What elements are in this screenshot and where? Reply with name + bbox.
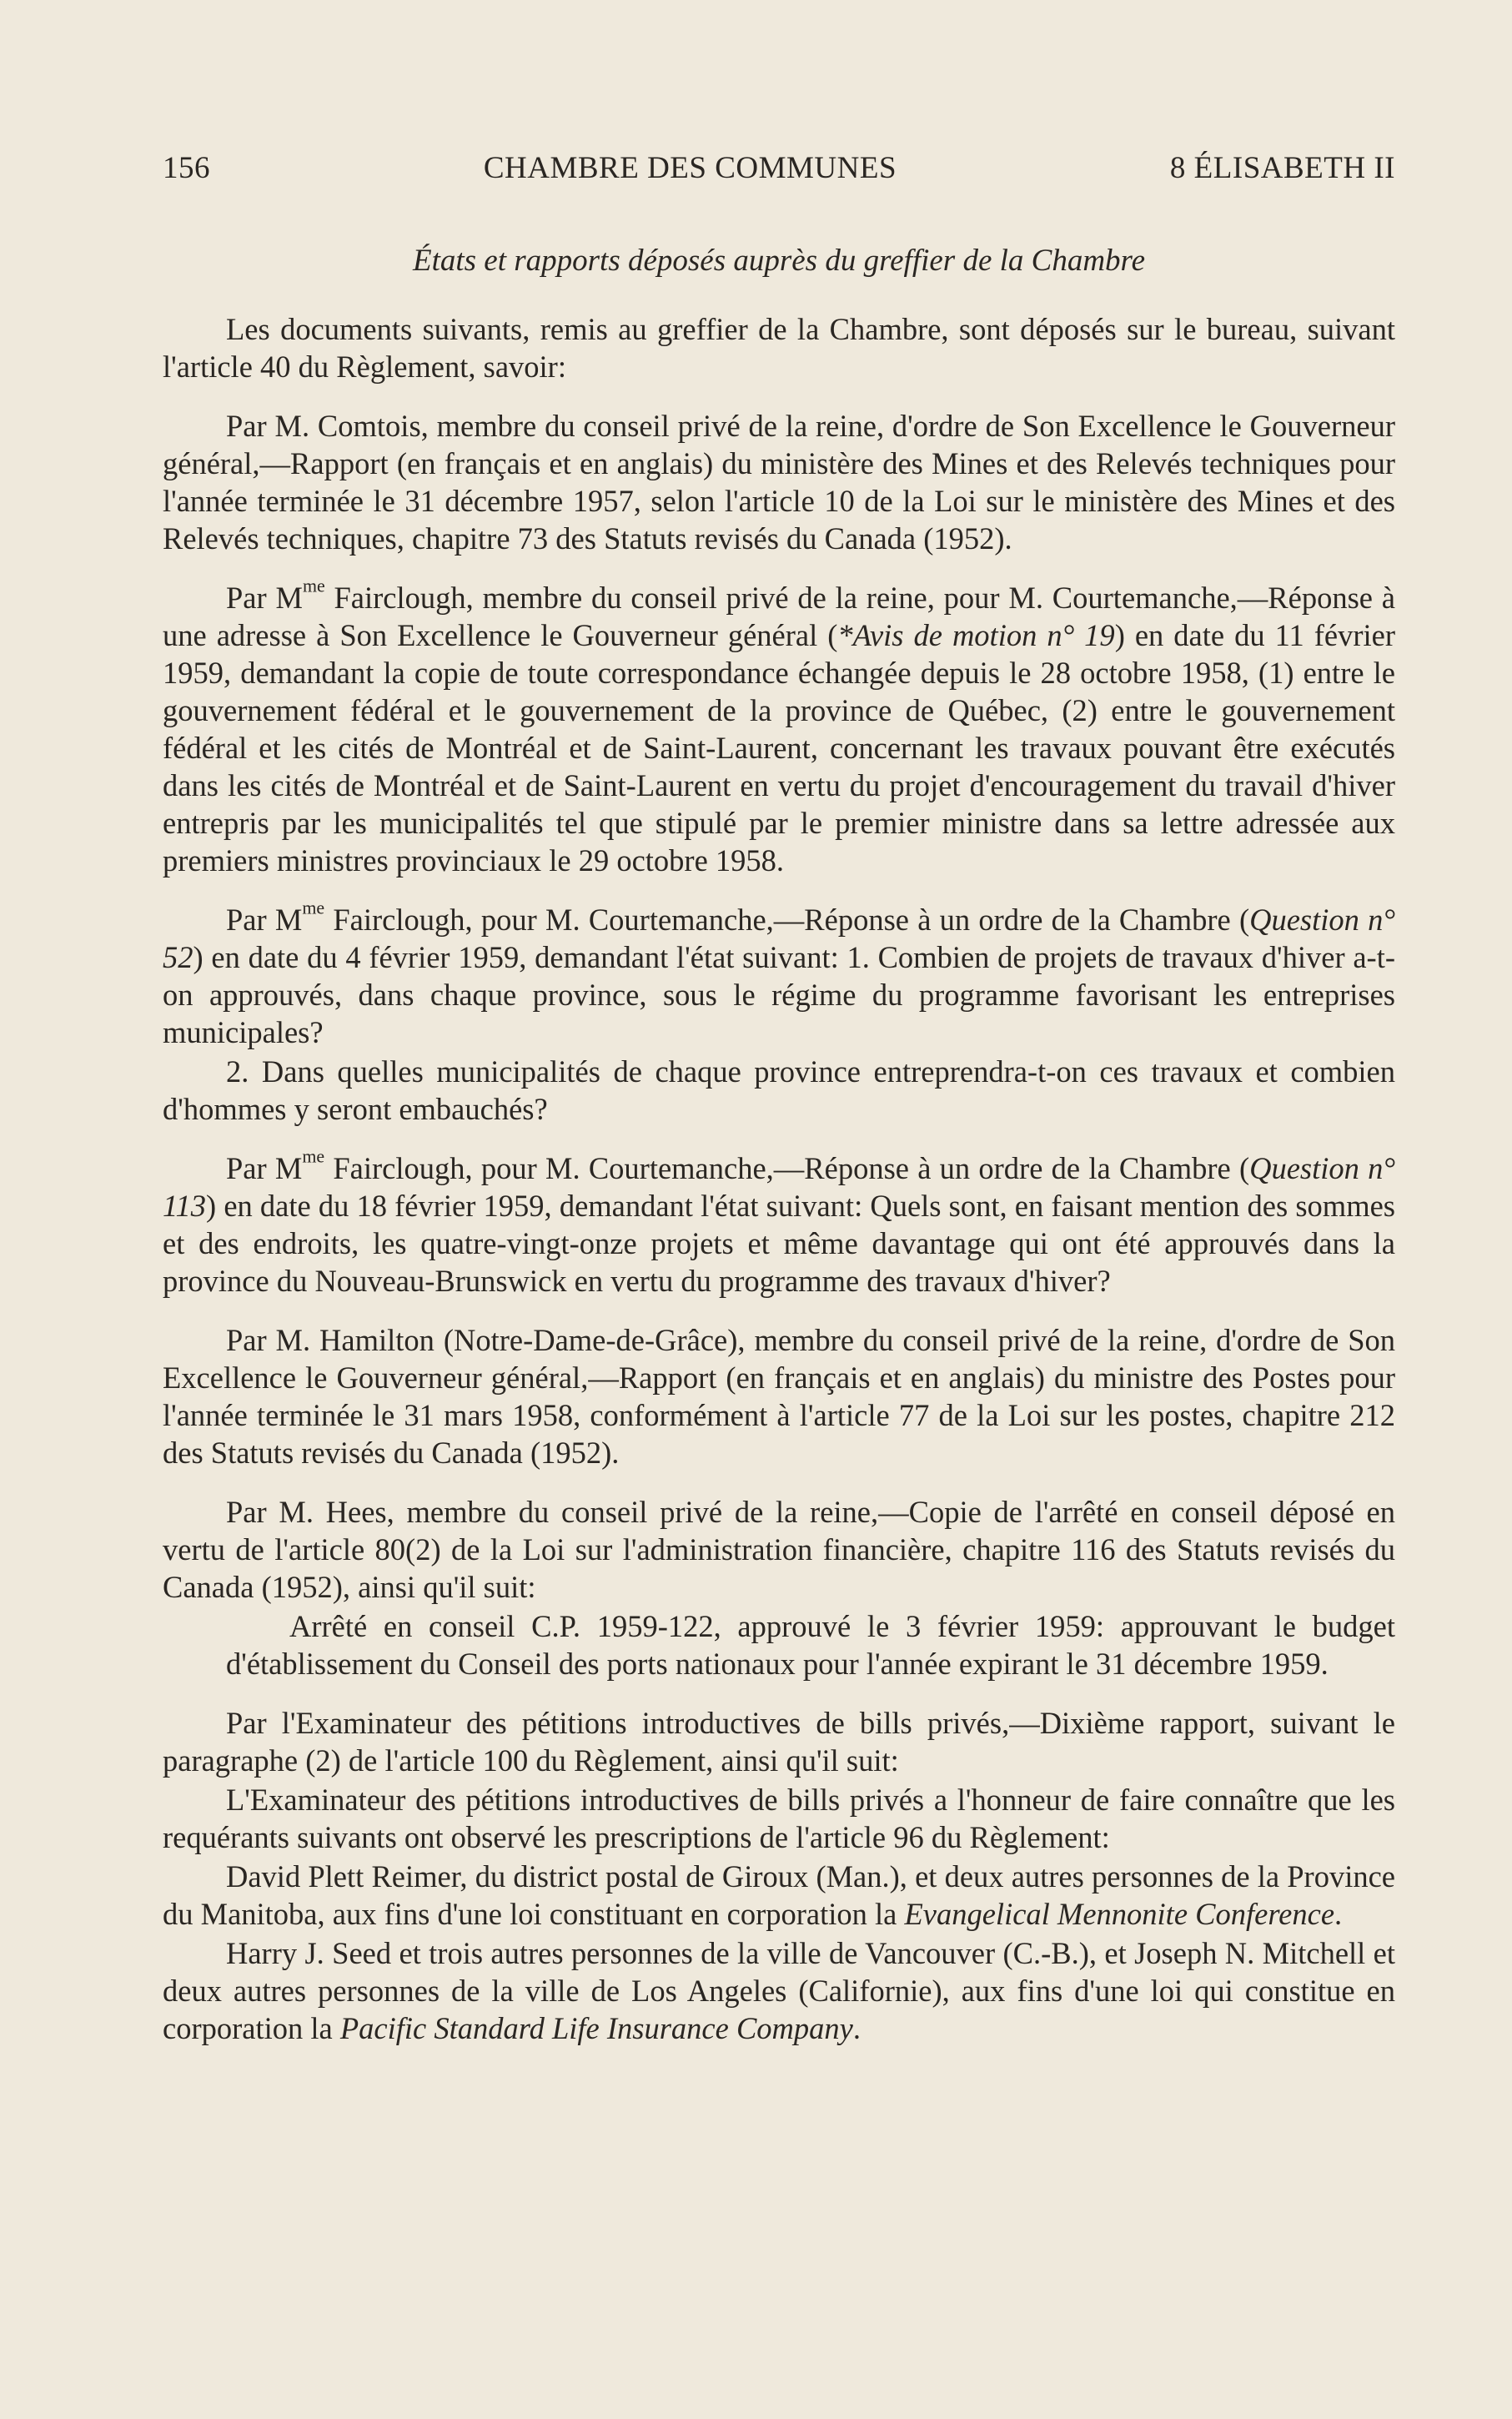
running-header <box>163 150 1395 186</box>
paragraph-fairclough-address <box>163 575 1395 879</box>
paragraph-intro: Les documents suivants, remis au greffier de la Chambre, sont déposés sur le bureau, suivant l'article 40 du Règlement, savoir: <box>163 312 1395 384</box>
text-run: ) en date du 18 février 1959, demandant l'état suivant: Quels sont, en faisant mention des sommes et des endroits, les quatre-vingt-onze projets et même davantage qui ont été approuvés dans la province du Nouveau-Brunswick en vertu du programme des travaux d'hiver? <box>163 1189 1395 1298</box>
page-number: 156 <box>163 151 210 185</box>
italic-reference: Question n° 52 <box>163 903 1395 974</box>
text-run: ) en date du 4 février 1959, demandant l'état suivant: 1. Combien de projets de travaux d'hiver a-t-on approuvés, dans chaque province, sous le régime du programme favorisant les entreprises municipales? <box>163 940 1395 1049</box>
text-run: Par M <box>226 581 303 615</box>
text-run: . <box>1334 1897 1343 1931</box>
paragraph-hamilton: Par M. Hamilton (Notre-Dame-de-Grâce), membre du conseil privé de la reine, d'ordre de Son Excellence le Gouverneur général,—Rapport (en français et en anglais) du ministre des Postes pour l'année terminée le 31 mars 1958, conformément à l'article 77 de la Loi sur les postes, chapitre 212 des Statuts revisés du Canada (1952). <box>163 1323 1395 1470</box>
paragraph-examiner-report: Par l'Examinateur des pétitions introductives de bills privés,—Dixième rapport, suivant le paragraphe (2) de l'article 100 du Règlement, ainsi qu'il suit: <box>163 1706 1395 1778</box>
text-run: Fairclough, pour M. Courtemanche,—Réponse à un ordre de la Chambre ( <box>324 1151 1250 1185</box>
paragraph-hees: Par M. Hees, membre du conseil privé de la reine,—Copie de l'arrêté en conseil déposé en vertu de l'article 80(2) de la Loi sur l'administration financière, chapitre 116 des Statuts revisés du Canada (1952), ainsi qu'il suit: <box>163 1495 1395 1604</box>
text-run: David Plett Reimer, du district postal de Giroux (Man.), et deux autres personnes de la Province du Manitoba, aux fins d'une loi constituant en corporation la <box>163 1859 1395 1931</box>
text-run: Par M <box>226 903 303 937</box>
italic-reference: Question n° 113 <box>163 1151 1395 1223</box>
italic-reference: *Avis de motion n° 19 <box>837 618 1115 652</box>
text-run: Fairclough, membre du conseil privé de la reine, pour M. Courtemanche,—Réponse à une adresse à Son Excellence le Gouverneur général ( <box>163 581 1395 652</box>
italic-corporation-name: Pacific Standard Life Insurance Company <box>339 2011 853 2045</box>
text-run: Par M <box>226 1151 303 1185</box>
paragraph-examiner-statement: L'Examinateur des pétitions introductives de bills privés a l'honneur de faire connaître que les requérants suivants ont observé les prescriptions de l'article 96 du Règlement: <box>163 1783 1395 1854</box>
superscript: me <box>302 897 325 918</box>
text-run: . <box>852 2011 861 2045</box>
header-title: CHAMBRE DES COMMUNES <box>483 151 897 185</box>
text-run: ) en date du 11 février 1959, demandant la copie de toute correspondance échangée depuis le 28 octobre 1958, (1) entre le gouvernement fédéral et le gouvernement de la province de Québec, (2) entre le gouvernement fédéral et les cités de Montréal et de Saint-Laurent, concernant les travaux pouvant être exécutés dans les cités de Montréal et de Saint-Laurent en vertu du projet d'encouragement du travail d'hiver entrepris par les municipalités tel que stipulé par le premier ministre dans sa lettre adressée aux premiers ministres provinciaux le 29 octobre 1958. <box>163 618 1395 878</box>
italic-corporation-name: Evangelical Mennonite Conference <box>904 1897 1335 1931</box>
paragraph-comtois: Par M. Comtois, membre du conseil privé de la reine, d'ordre de Son Excellence le Gouverneur général,—Rapport (en français et en anglais) du ministère des Mines et des Relevés techniques pour l'année terminée le 31 décembre 1957, selon l'article 10 de la Loi sur le ministère des Mines et des Relevés techniques, chapitre 73 des Statuts revisés du Canada (1952). <box>163 409 1395 556</box>
superscript: me <box>302 1145 325 1167</box>
text-run: Harry J. Seed et trois autres personnes de la ville de Vancouver (C.-B.), et Joseph N. Mitchell et deux autres personnes de la ville de Los Angeles (Californie), aux fins d'une loi qui constitue en corporation la <box>163 1936 1395 2045</box>
paragraph-fairclough-q52 <box>163 897 1395 1051</box>
section-title: États et rapports déposés auprès du greffier de la Chambre <box>412 244 1145 278</box>
paragraph-reimer <box>163 1858 1395 1933</box>
text-run: Fairclough, pour M. Courtemanche,—Réponse à un ordre de la Chambre ( <box>324 903 1250 937</box>
paragraph-fairclough-q113 <box>163 1145 1395 1300</box>
paragraph-order-in-council: Arrêté en conseil C.P. 1959-122, approuvé le 3 février 1959: approuvant le budget d'établissement du Conseil des ports nationaux pour l'année expirant le 31 décembre 1959. <box>226 1609 1395 1681</box>
paragraph-q52-item-2: 2. Dans quelles municipalités de chaque province entreprendra-t-on ces travaux et combien d'hommes y seront embauchés? <box>163 1054 1395 1126</box>
header-reign: 8 ÉLISABETH II <box>1169 151 1395 185</box>
paragraph-seed <box>163 1934 1395 2047</box>
superscript: me <box>302 575 325 596</box>
